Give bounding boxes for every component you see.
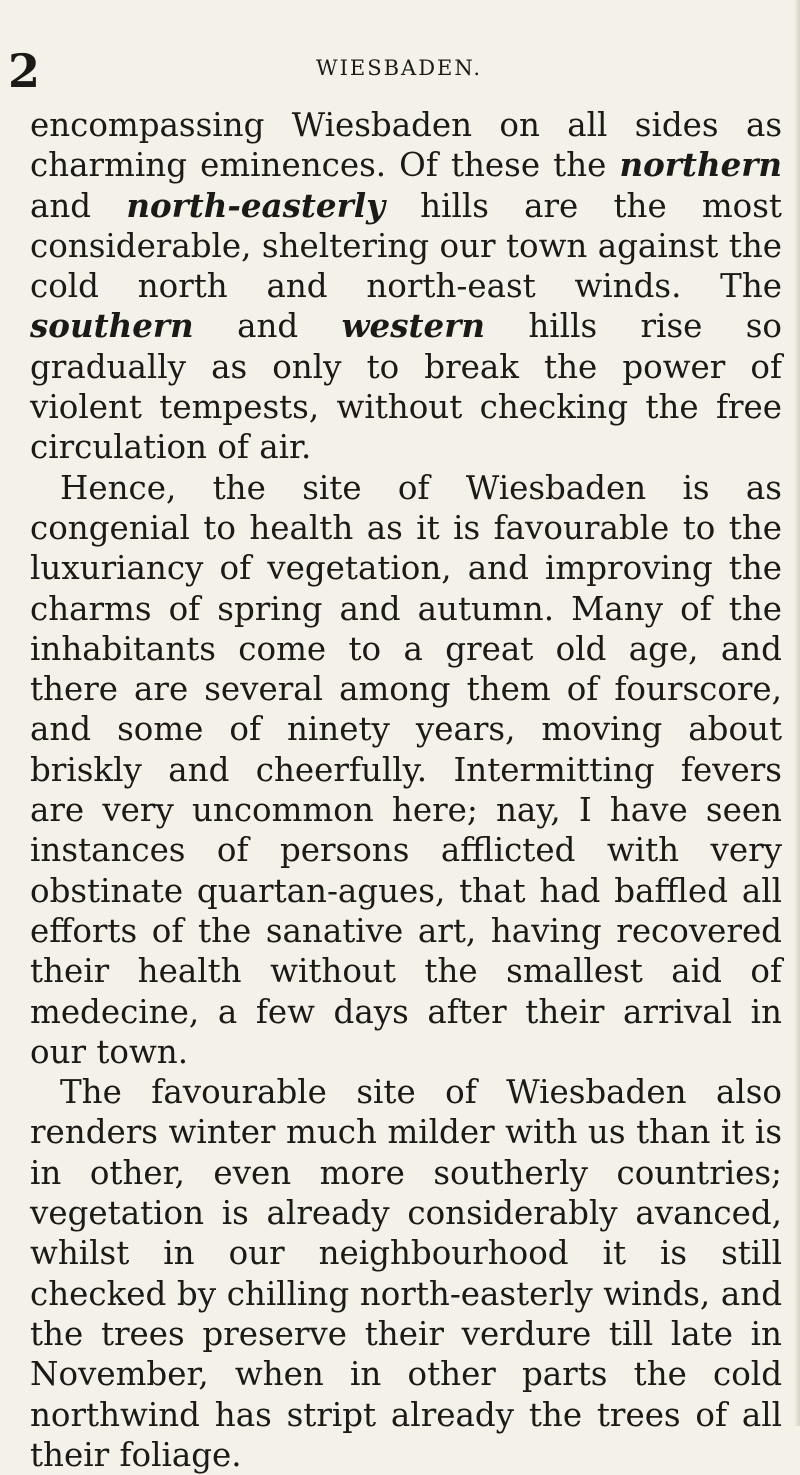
italic-term: northern [619,145,782,185]
text-segment: The favourable site of Wiesbaden also renders winter much milder with us than it is in other, even more southerly countries; vegetation is already considerably avanced, whilst in our neighbourhood it is still checked by chilling north-easterly winds, and the trees preserve their verdure till late in November, when in other parts the cold northwind has stript already the trees of all their foliage. [30,1073,782,1474]
italic-term: western [341,306,485,346]
paragraph-1 [30,105,782,468]
text-segment: hills rise so gradually as only to break the power of violent tempests, without checking the free circulation of air. [30,307,782,467]
page-number: 2 [8,44,41,98]
paragraph-3 [30,1072,782,1475]
text-segment: hills are the most considerable, sheltering our town against the cold north and north-east winds. The [30,186,782,306]
italic-term: southern [30,306,194,346]
paragraph-2 [30,468,782,1072]
text-segment: Hence, the site of Wiesbaden is as congenial to health as it is favourable to the luxuriancy of vegetation, and improving the charms of spring and autumn. Many of the inhabitants come to a great old age, and there are several among them of fourscore, and some of ninety years, moving about briskly and cheerfully. Intermitting fevers are very uncommon here; nay, I have seen instances of persons afflicted with very obstinate quartan-agues, that had baffled all efforts of the sanative art, having recovered their health without the smallest aid of medecine, a few days after their arrival in our town. [30,468,782,1071]
running-title: WIESBADEN. [316,56,483,80]
text-segment: and [30,186,127,225]
page-edge-shadow [794,0,800,1426]
italic-term: north-easterly [126,185,385,225]
text-segment: and [193,307,342,346]
text-segment: encompassing Wiesbaden on all sides as charming eminences. Of these the [30,106,782,185]
body-text [30,105,782,1475]
